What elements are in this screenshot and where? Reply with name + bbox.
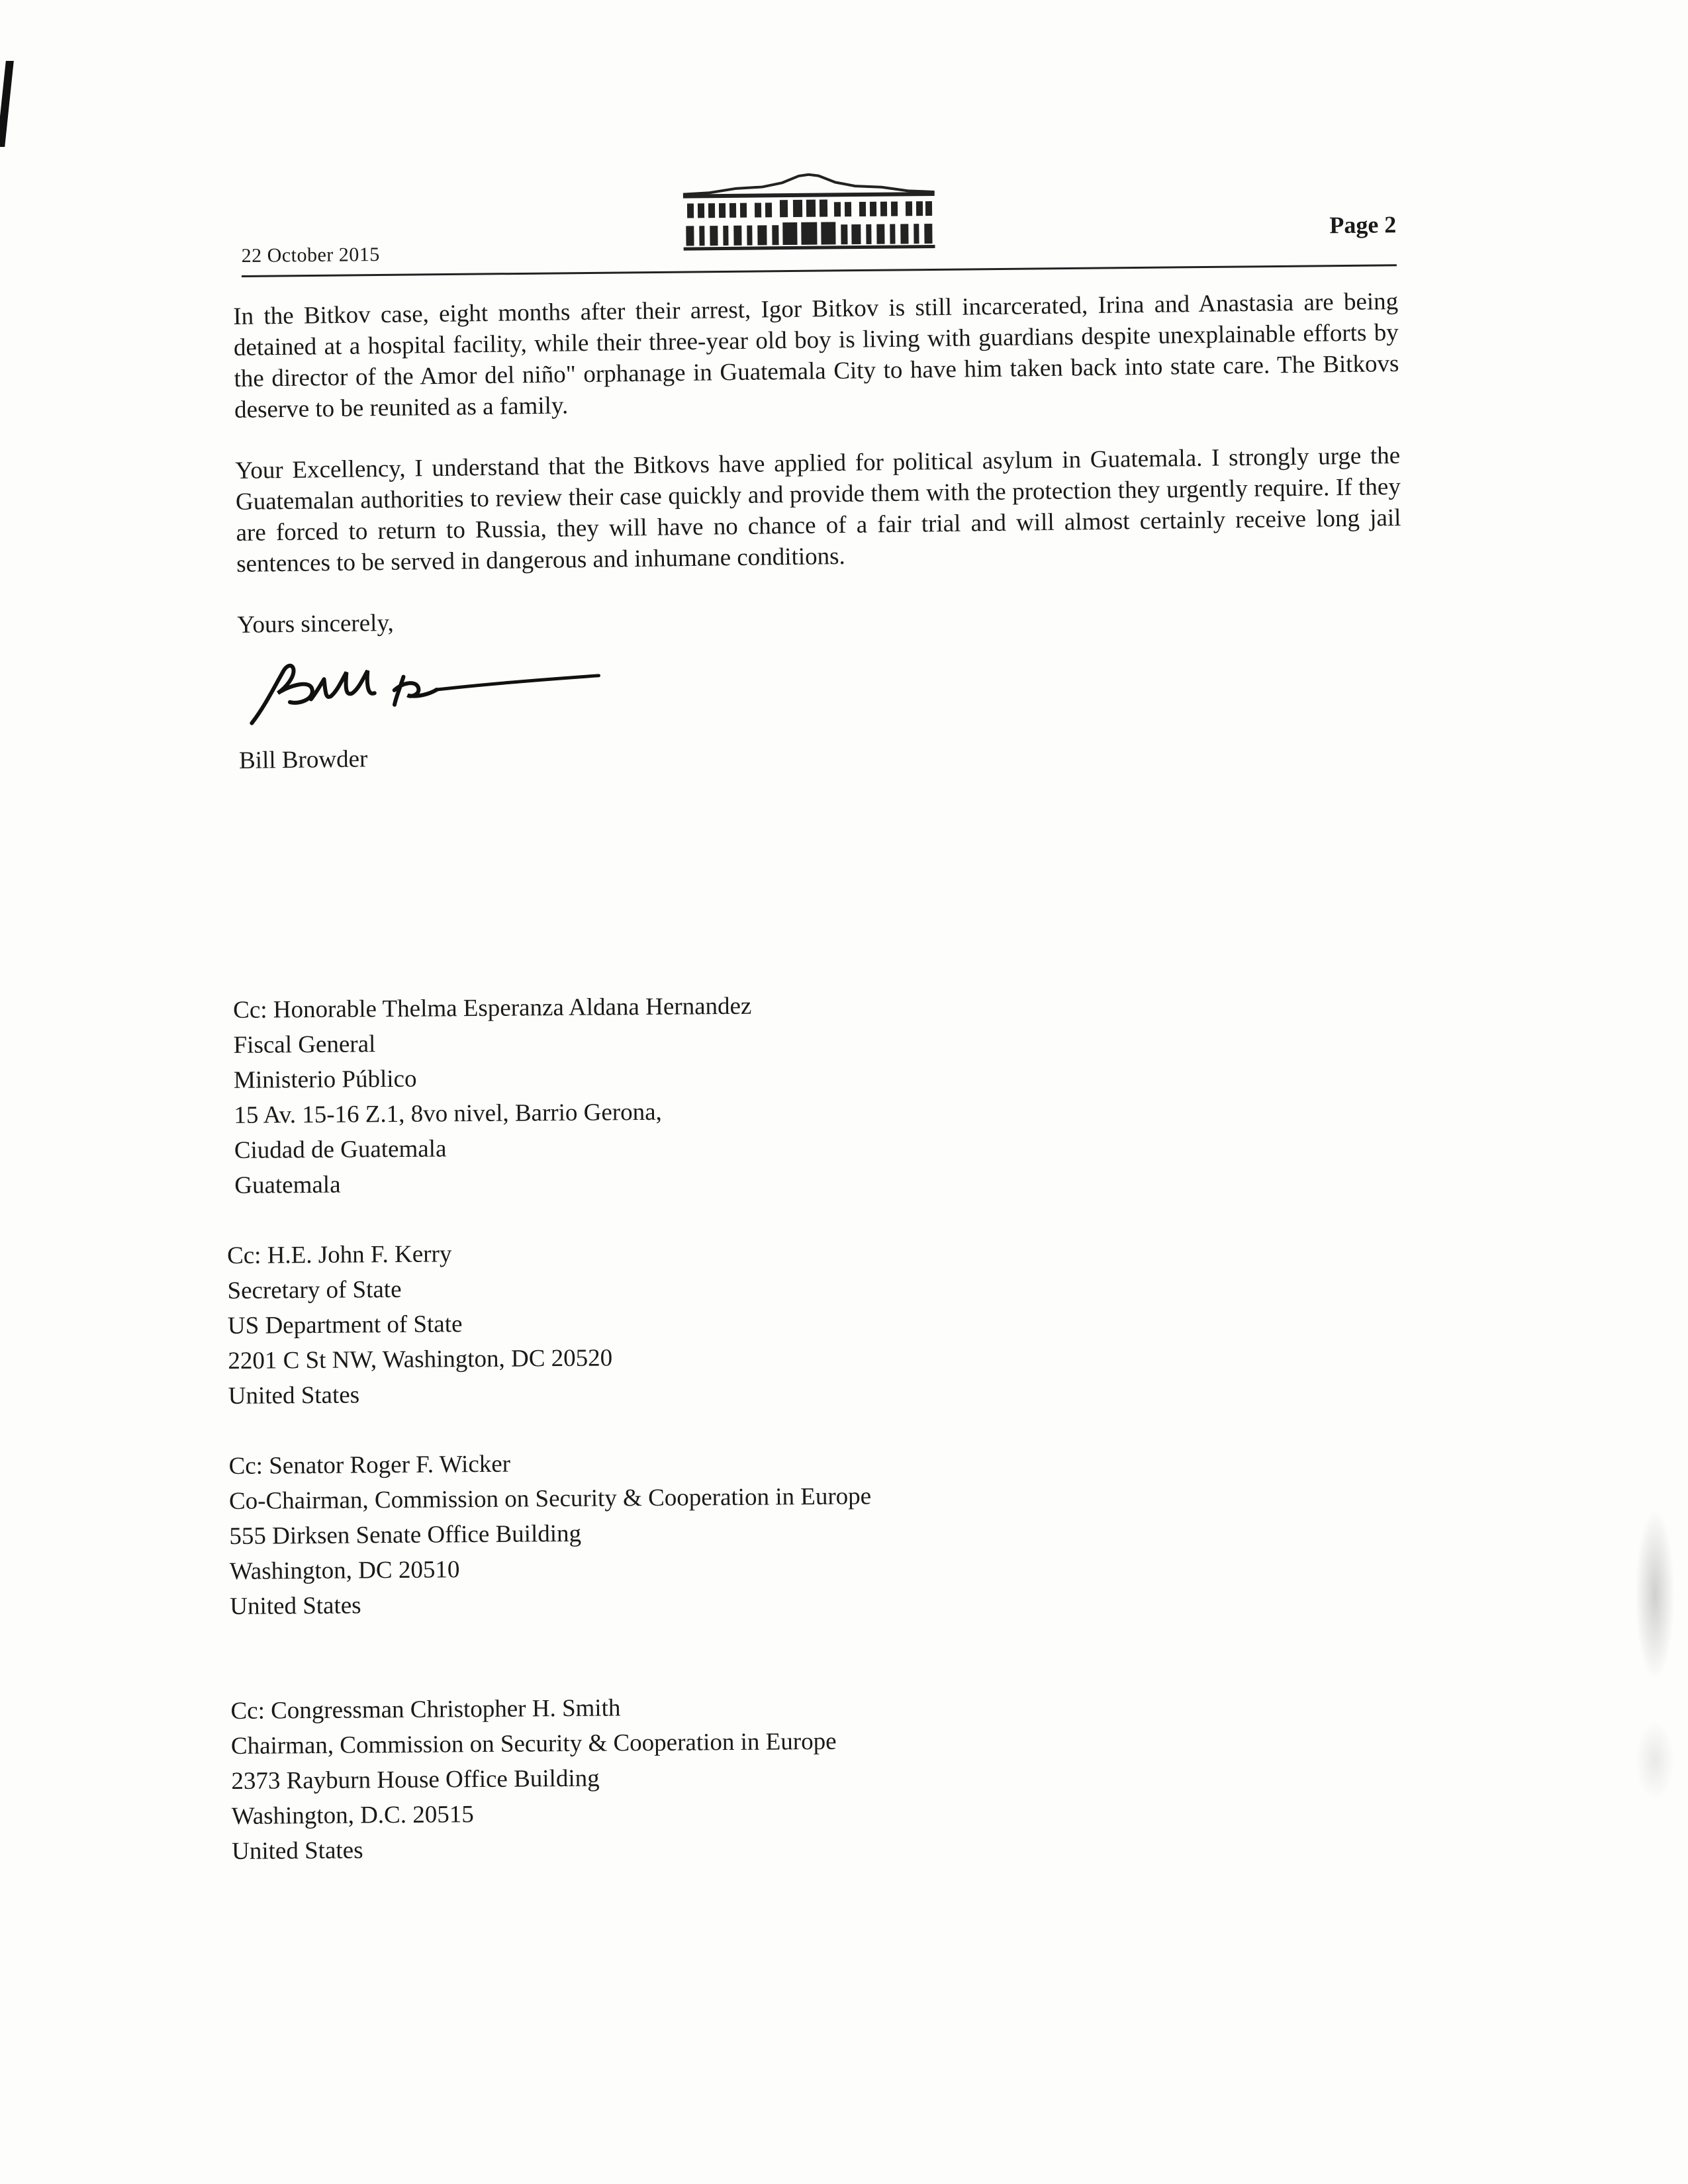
letter-header [241, 167, 1397, 278]
cc-line: Cc: H.E. John F. Kerry [226, 1240, 452, 1269]
cc-recipient [230, 1684, 1423, 1869]
scan-smudge [1635, 1509, 1675, 1681]
cc-line: Co-Chairman, Commission on Security & Cooperation in Europe [228, 1482, 872, 1515]
letter-date: 22 October 2015 [241, 243, 380, 267]
cc-line: Fiscal General [233, 1030, 376, 1059]
cc-line: 2373 Rayburn House Office Building [231, 1764, 600, 1795]
cc-list [225, 983, 1424, 1904]
cc-line: Washington, D.C. 20515 [231, 1801, 474, 1830]
signer-name: Bill Browder [238, 745, 368, 774]
cc-line: Ministerio Público [233, 1065, 417, 1094]
building-letterhead-logo-icon [683, 172, 935, 254]
cc-line: 2201 C St NW, Washington, DC 20520 [228, 1344, 613, 1375]
letter-body [233, 286, 1404, 776]
cc-recipient [233, 983, 1418, 1203]
cc-line: US Department of State [227, 1310, 463, 1340]
cc-line: Chairman, Commission on Security & Cooperation in Europe [230, 1727, 837, 1760]
cc-line: Ciudad de Guatemala [234, 1135, 447, 1164]
body-paragraph: In the Bitkov case, eight months after their arrest, Igor Bitkov is still incarcerated, Irina and Anastasia are being detained at a hospital facility, while their three-year old boy is living with guardians despite unexplainable efforts by the director of the Amor del niño" orphanage in Guatemala City to have him taken back into state care. The Bitkovs deserve to be reunited as a family. [233, 287, 1399, 424]
cc-line: Secretary of State [227, 1275, 402, 1304]
cc-line: 15 Av. 15-16 Z.1, 8vo nivel, Barrio Gerona, [234, 1098, 662, 1129]
cc-recipient [227, 1229, 1420, 1414]
body-paragraph: Your Excellency, I understand that the Bitkovs have applied for political asylum in Guatemala. I strongly urge the Guatemalan authorities to review their case quickly and provide them with the protection they urgently require. If they are forced to return to Russia, they will have no chance of a fair trial and will almost certainly receive long jail sentences to be served in dangerous and inhumane conditions. [235, 441, 1401, 578]
header-divider [242, 264, 1397, 277]
closing-salutation: Yours sincerely, [237, 609, 395, 639]
cc-line: Cc: Congressman Christopher H. Smith [230, 1694, 621, 1725]
cc-line: Washington, DC 20510 [229, 1556, 460, 1585]
handwritten-signature-icon [238, 649, 610, 733]
cc-line: Cc: Honorable Thelma Esperanza Aldana Hernandez [233, 992, 752, 1024]
page-number: Page 2 [1329, 211, 1397, 239]
cc-line: United States [232, 1837, 363, 1865]
cc-line: 555 Dirksen Senate Office Building [229, 1520, 582, 1550]
cc-line: Guatemala [234, 1171, 341, 1199]
scan-smudge [1635, 1721, 1675, 1800]
cc-line: United States [230, 1592, 361, 1620]
cc-line: United States [228, 1381, 360, 1410]
scan-edge-mark [0, 61, 14, 147]
cc-recipient [228, 1439, 1421, 1624]
cc-line: Cc: Senator Roger F. Wicker [228, 1450, 511, 1480]
